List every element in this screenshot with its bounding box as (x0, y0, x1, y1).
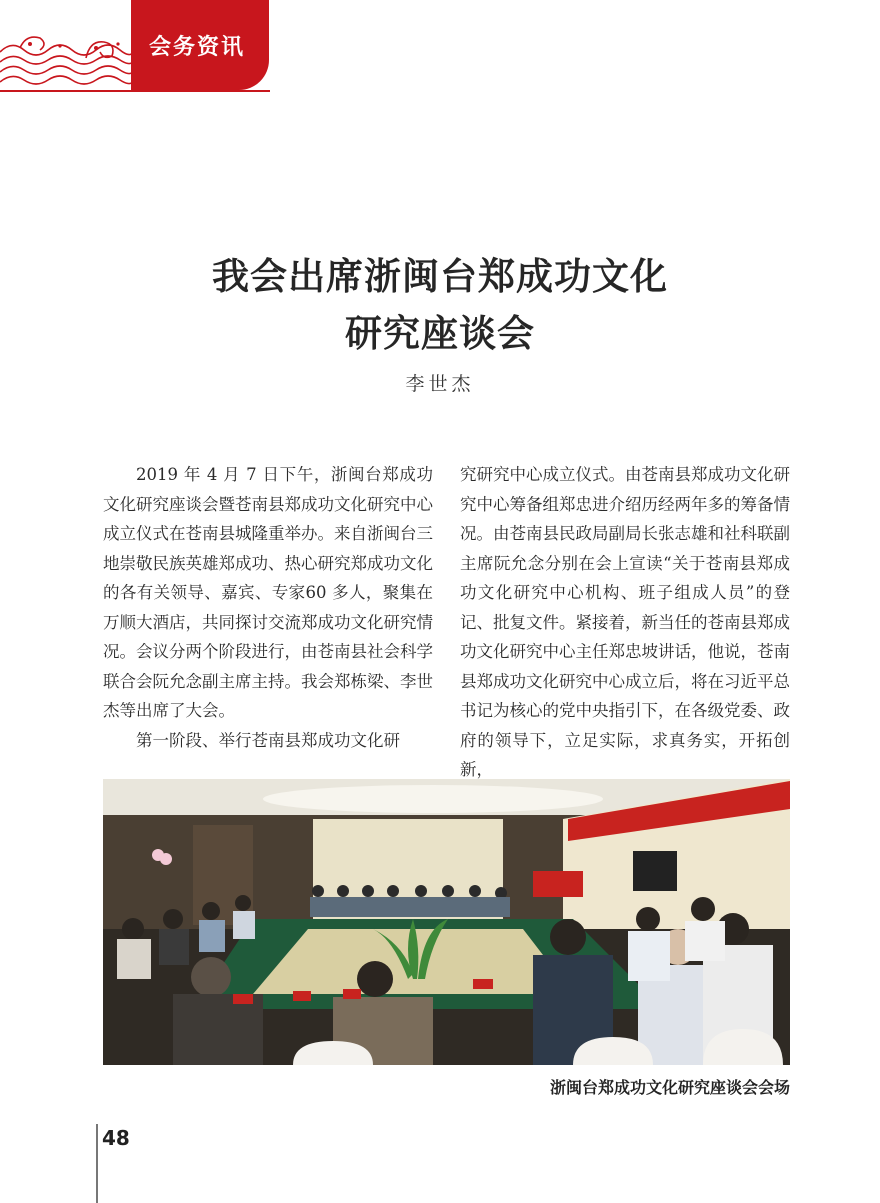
paragraph-2: 第一阶段、举行苍南县郑成功文化研 (136, 730, 400, 750)
left-column (103, 460, 433, 755)
article-author: 李世杰 (405, 373, 475, 395)
section-tab (131, 0, 269, 90)
section-title: 会务资讯 (148, 34, 245, 60)
paragraph-1: 2019 年 4 月 7 日下午，浙闽台郑成功文化研究座谈会暨苍南县郑成功文化研究中心成立仪式在苍南县城隆重举办。来自浙闽台三地崇敬民族英雄郑成功、热心研究郑成功文化的各有关领导、嘉宾、专家60 多人，聚集在万顺大酒店，共同探讨交流郑成功文化研究情况。会议分两个阶段进行，由苍南县社会科学联合会阮允念副主席主持。我会郑栋梁、李世杰等出席了大会。 (103, 465, 433, 720)
page-number: 48 (102, 1126, 130, 1150)
paragraph-3: 究研究中心成立仪式。由苍南县郑成功文化研究中心筹备组郑忠进介绍历经两年多的筹备情况。由苍南县民政局副局长张志雄和社科联副主席阮允念分别在会上宣读“关于苍南县郑成功文化研究中心机构、班子组成人员”的登记、批复文件。紧接着，新当任的苍南县郑成功文化研究中心主任郑忠坡讲话，他说，苍南县郑成功文化研究中心成立后，将在习近平总书记为核心的党中央指引下，在各级党委、政府的领导下，立足实际，求真务实，开拓创新， (460, 465, 790, 779)
right-column (460, 460, 790, 785)
header-underline (0, 90, 270, 92)
page-number-rule (96, 1124, 98, 1203)
header-wave-decoration (0, 0, 136, 92)
article-title-line-1: 我会出席浙闽台郑成功文化 (212, 255, 668, 298)
article-title-line-2: 研究座谈会 (345, 312, 535, 355)
meeting-photo (103, 779, 790, 1065)
photo-caption: 浙闽台郑成功文化研究座谈会会场 (549, 1078, 790, 1097)
